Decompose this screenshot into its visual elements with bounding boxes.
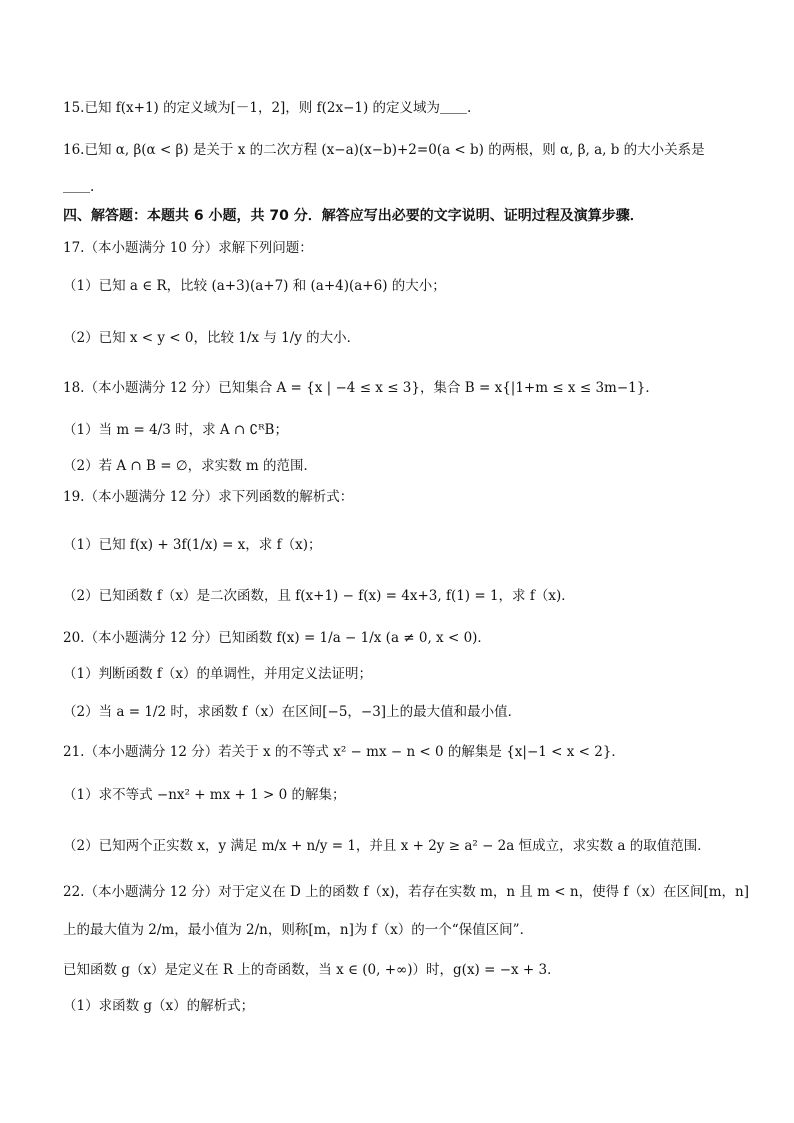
- question-22-part-1: （1）求函数 g（x）的解析式；: [63, 998, 255, 1014]
- question-15: 15.已知 f(x+1) 的定义域为[－1，2]，则 f(2x−1) 的定义域为＿＿.: [63, 100, 472, 116]
- question-19: 19.（本小题满分 12 分）求下列函数的解析式：: [63, 489, 354, 505]
- question-21-part-1: （1）求不等式 −nx² + mx + 1 > 0 的解集；: [63, 787, 346, 803]
- question-21-part-2: （2）已知两个正实数 x，y 满足 m/x + n/y = 1，并且 x + 2y ≥ a² − 2a 恒成立，求实数 a 的取值范围．: [63, 838, 711, 854]
- question-18-part-1: （1）当 m = 4/3 时，求 A ∩ ∁ᴿB；: [63, 422, 288, 438]
- question-22-given: 已知函数 g（x）是定义在 R 上的奇函数，当 x ∈ (0, +∞)）时，g(x) = −x + 3．: [63, 962, 561, 978]
- question-20: 20.（本小题满分 12 分）已知函数 f(x) = 1/a − 1/x (a ≠ 0, x < 0)．: [63, 630, 491, 646]
- question-16: 16.已知 α, β(α < β) 是关于 x 的二次方程 (x−a)(x−b)+2=0(a < b) 的两根，则 α, β, a, b 的大小关系是: [63, 142, 705, 158]
- question-18: 18.（本小题满分 12 分）已知集合 A = {x | −4 ≤ x ≤ 3}，集合 B = x{|1+m ≤ x ≤ 3m−1}．: [63, 380, 659, 396]
- question-20-part-2: （2）当 a = 1/2 时，求函数 f（x）在区间[−5，−3]上的最大值和最小值．: [63, 704, 522, 720]
- question-17-part-1: （1）已知 a ∈ R，比较 (a+3)(a+7) 和 (a+4)(a+6) 的大小；: [63, 278, 446, 294]
- question-22-continued: 上的最大值为 2/m，最小值为 2/n，则称[m，n]为 f（x）的一个“保值区间”．: [63, 922, 534, 938]
- question-20-part-1: （1）判断函数 f（x）的单调性，并用定义法证明；: [63, 666, 372, 682]
- question-19-part-1: （1）已知 f(x) + 3f(1/x) = x，求 f（x)；: [63, 537, 322, 553]
- question-17-part-2: （2）已知 x < y < 0，比较 1/x 与 1/y 的大小．: [63, 330, 361, 346]
- question-21: 21.（本小题满分 12 分）若关于 x 的不等式 x² − mx − n < 0 的解集是 {x|−1 < x < 2}．: [63, 744, 625, 760]
- question-22: 22.（本小题满分 12 分）对于定义在 D 上的函数 f（x)，若存在实数 m，n 且 m < n，使得 f（x）在区间[m，n]: [63, 884, 749, 900]
- question-16-answer-blank: ＿＿.: [63, 179, 95, 195]
- question-19-part-2: （2）已知函数 f（x）是二次函数，且 f(x+1) − f(x) = 4x+3, f(1) = 1，求 f（x)．: [63, 588, 575, 604]
- question-18-part-2: （2）若 A ∩ B = ∅，求实数 m 的范围．: [63, 458, 317, 474]
- section-heading: 四、解答题：本题共 6 小题，共 70 分．解答应写出必要的文字说明、证明过程及演算步骤．: [63, 208, 644, 224]
- question-17: 17.（本小题满分 10 分）求解下列问题：: [63, 240, 313, 256]
